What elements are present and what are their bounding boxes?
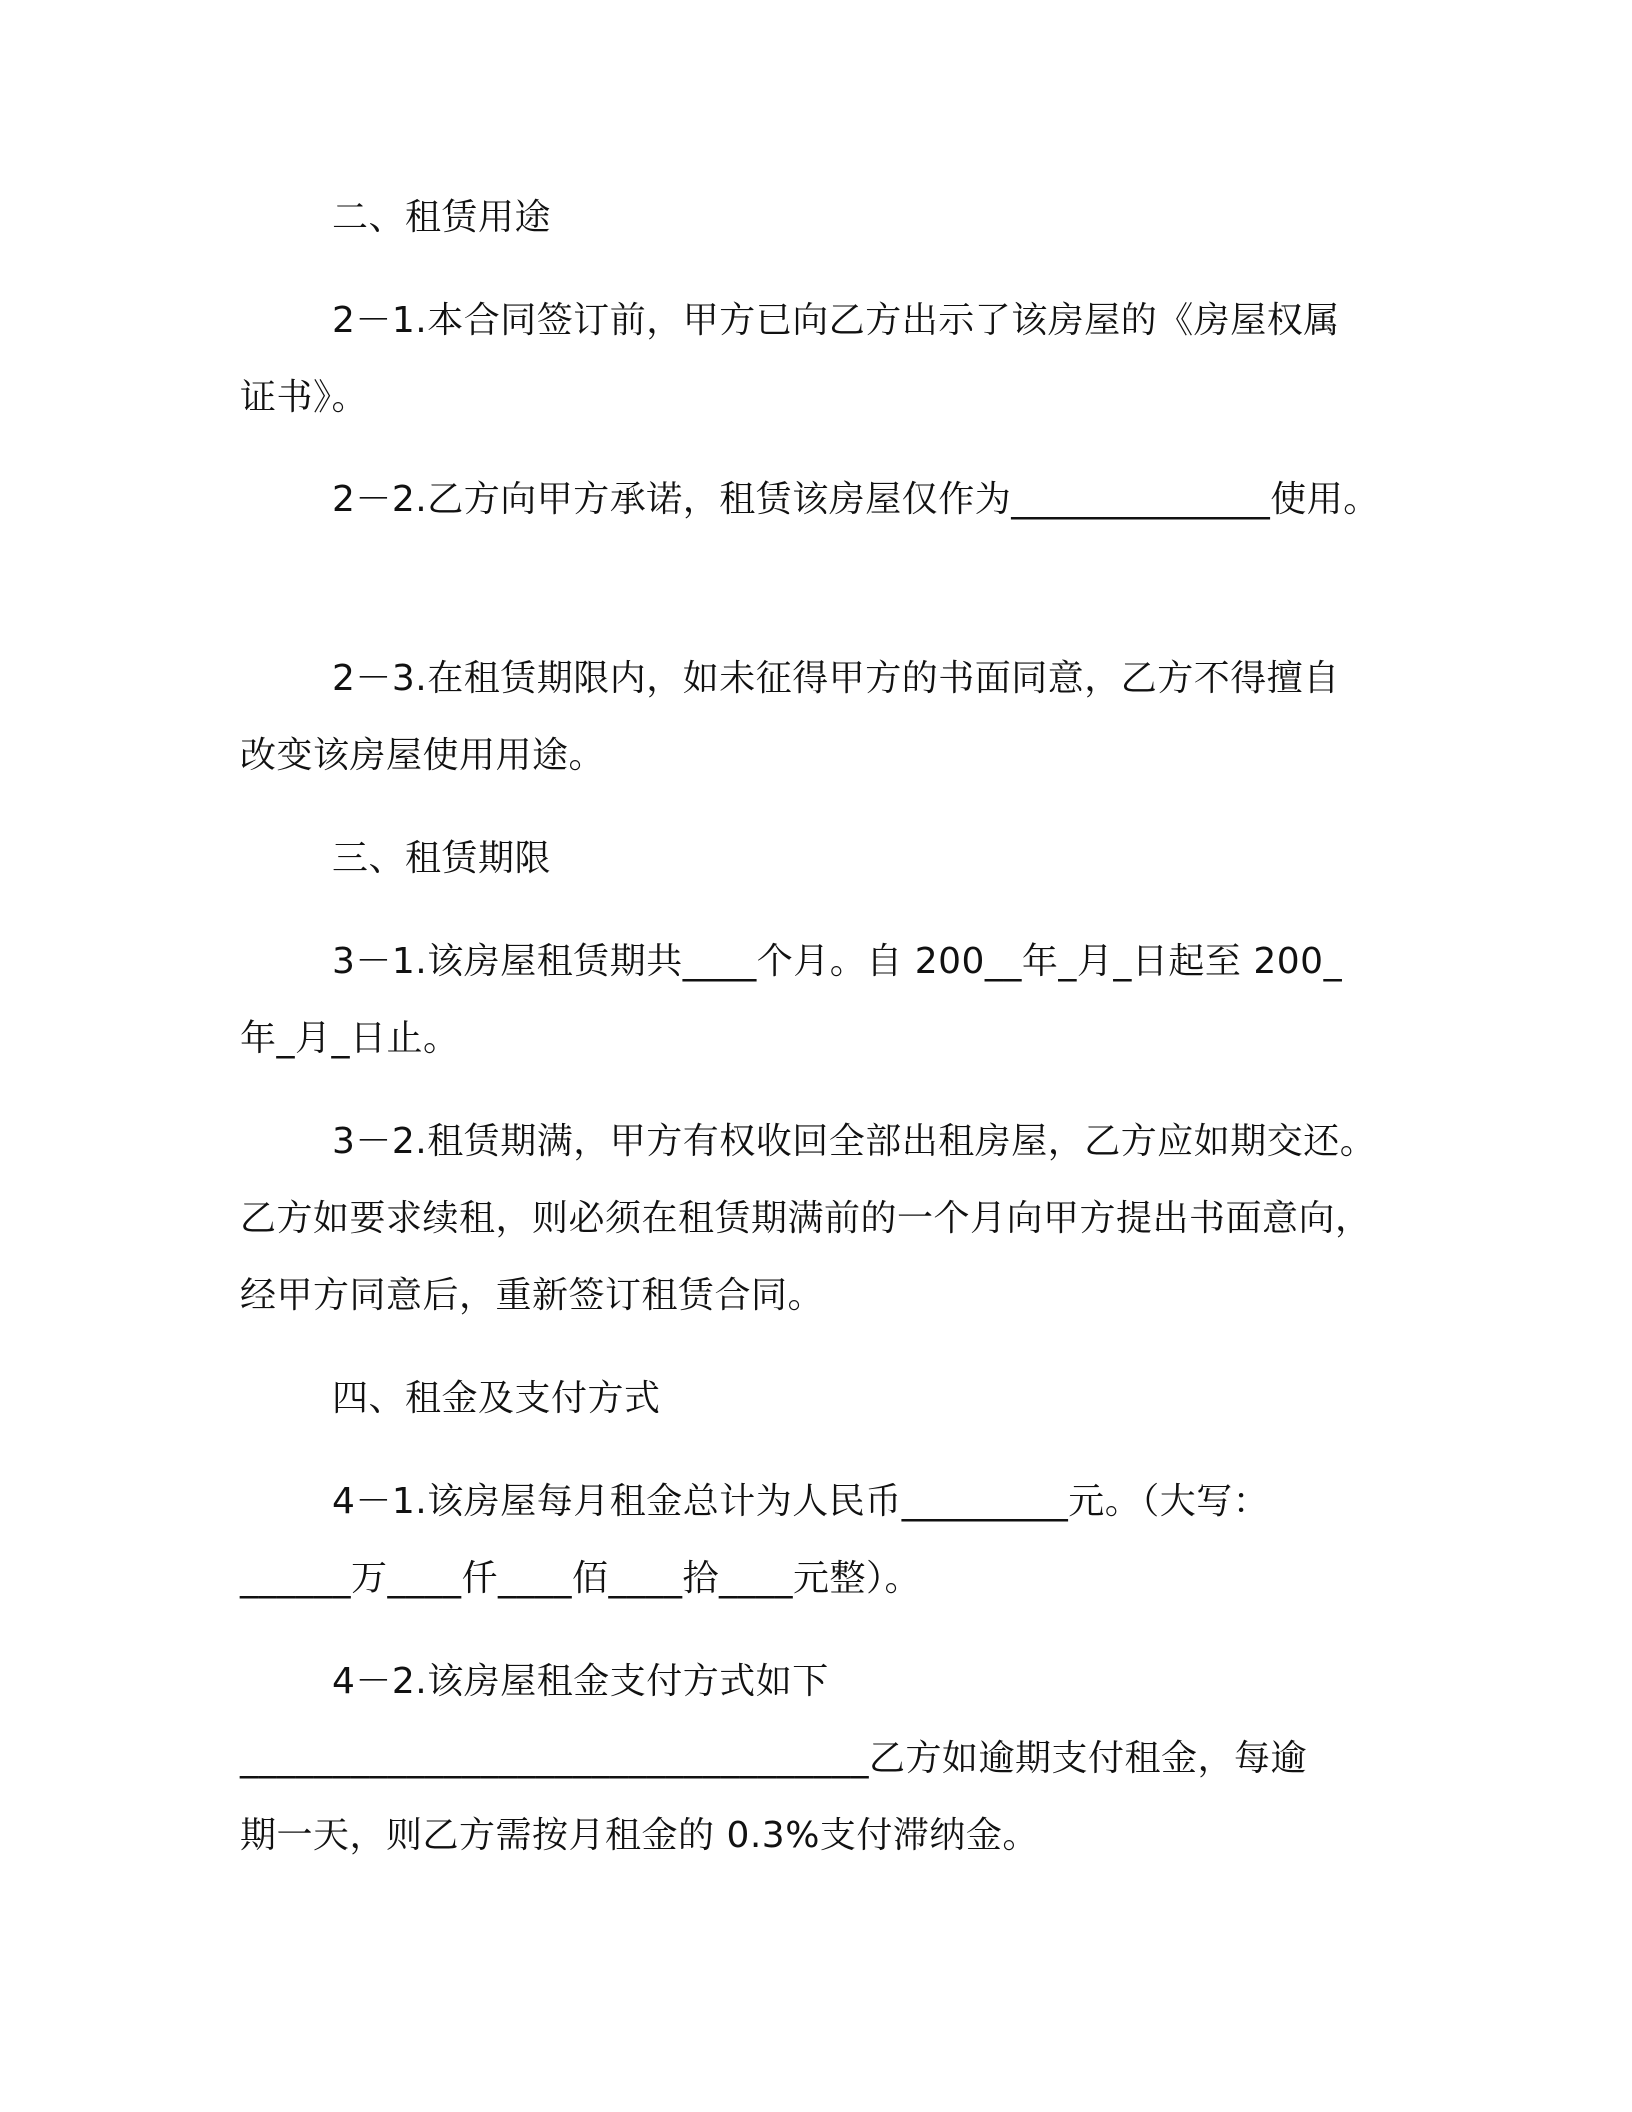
clause-3-2-line-3: 经甲方同意后，重新签订租赁合同。: [240, 1275, 825, 1316]
clause-4-2-line-3: 期一天，则乙方需按月租金的 0.3%支付滞纳金。: [240, 1815, 1039, 1856]
clause-4-2-line-2: __________________________________乙方如逾期支付租金，每逾: [240, 1738, 1308, 1779]
section-heading-2: 二、租赁用途: [332, 197, 552, 238]
clause-4-1-line-1: 4－1.该房屋每月租金总计为人民币_________元。（大写：: [332, 1481, 1270, 1522]
clause-2-3-line-2: 改变该房屋使用用途。: [240, 735, 606, 776]
clause-3-2-line-2: 乙方如要求续租，则必须在租赁期满前的一个月向甲方提出书面意向，: [240, 1198, 1372, 1239]
clause-3-1-line-2: 年_月_日止。: [240, 1018, 460, 1059]
clause-4-1-line-2: ______万____仟____佰____拾____元整）。: [240, 1558, 922, 1599]
clause-3-1-line-1: 3－1.该房屋租赁期共____个月。自 200__年_月_日起至 200_: [332, 941, 1343, 982]
section-heading-4: 四、租金及支付方式: [332, 1378, 661, 1419]
clause-3-2-line-1: 3－2.租赁期满，甲方有权收回全部出租房屋，乙方应如期交还。: [332, 1121, 1377, 1162]
clause-4-2-line-1: 4－2.该房屋租金支付方式如下: [332, 1661, 829, 1702]
section-heading-3: 三、租赁期限: [332, 838, 552, 879]
clause-2-2-line-1: 2－2.乙方向甲方承诺，租赁该房屋仅作为______________使用。: [332, 479, 1380, 520]
clause-2-1-line-1: 2－1.本合同签订前，甲方已向乙方出示了该房屋的《房屋权属: [332, 300, 1340, 341]
clause-2-1-line-2: 证书》。: [240, 377, 369, 418]
clause-2-3-line-1: 2－3.在租赁期限内，如未征得甲方的书面同意，乙方不得擅自: [332, 658, 1340, 699]
